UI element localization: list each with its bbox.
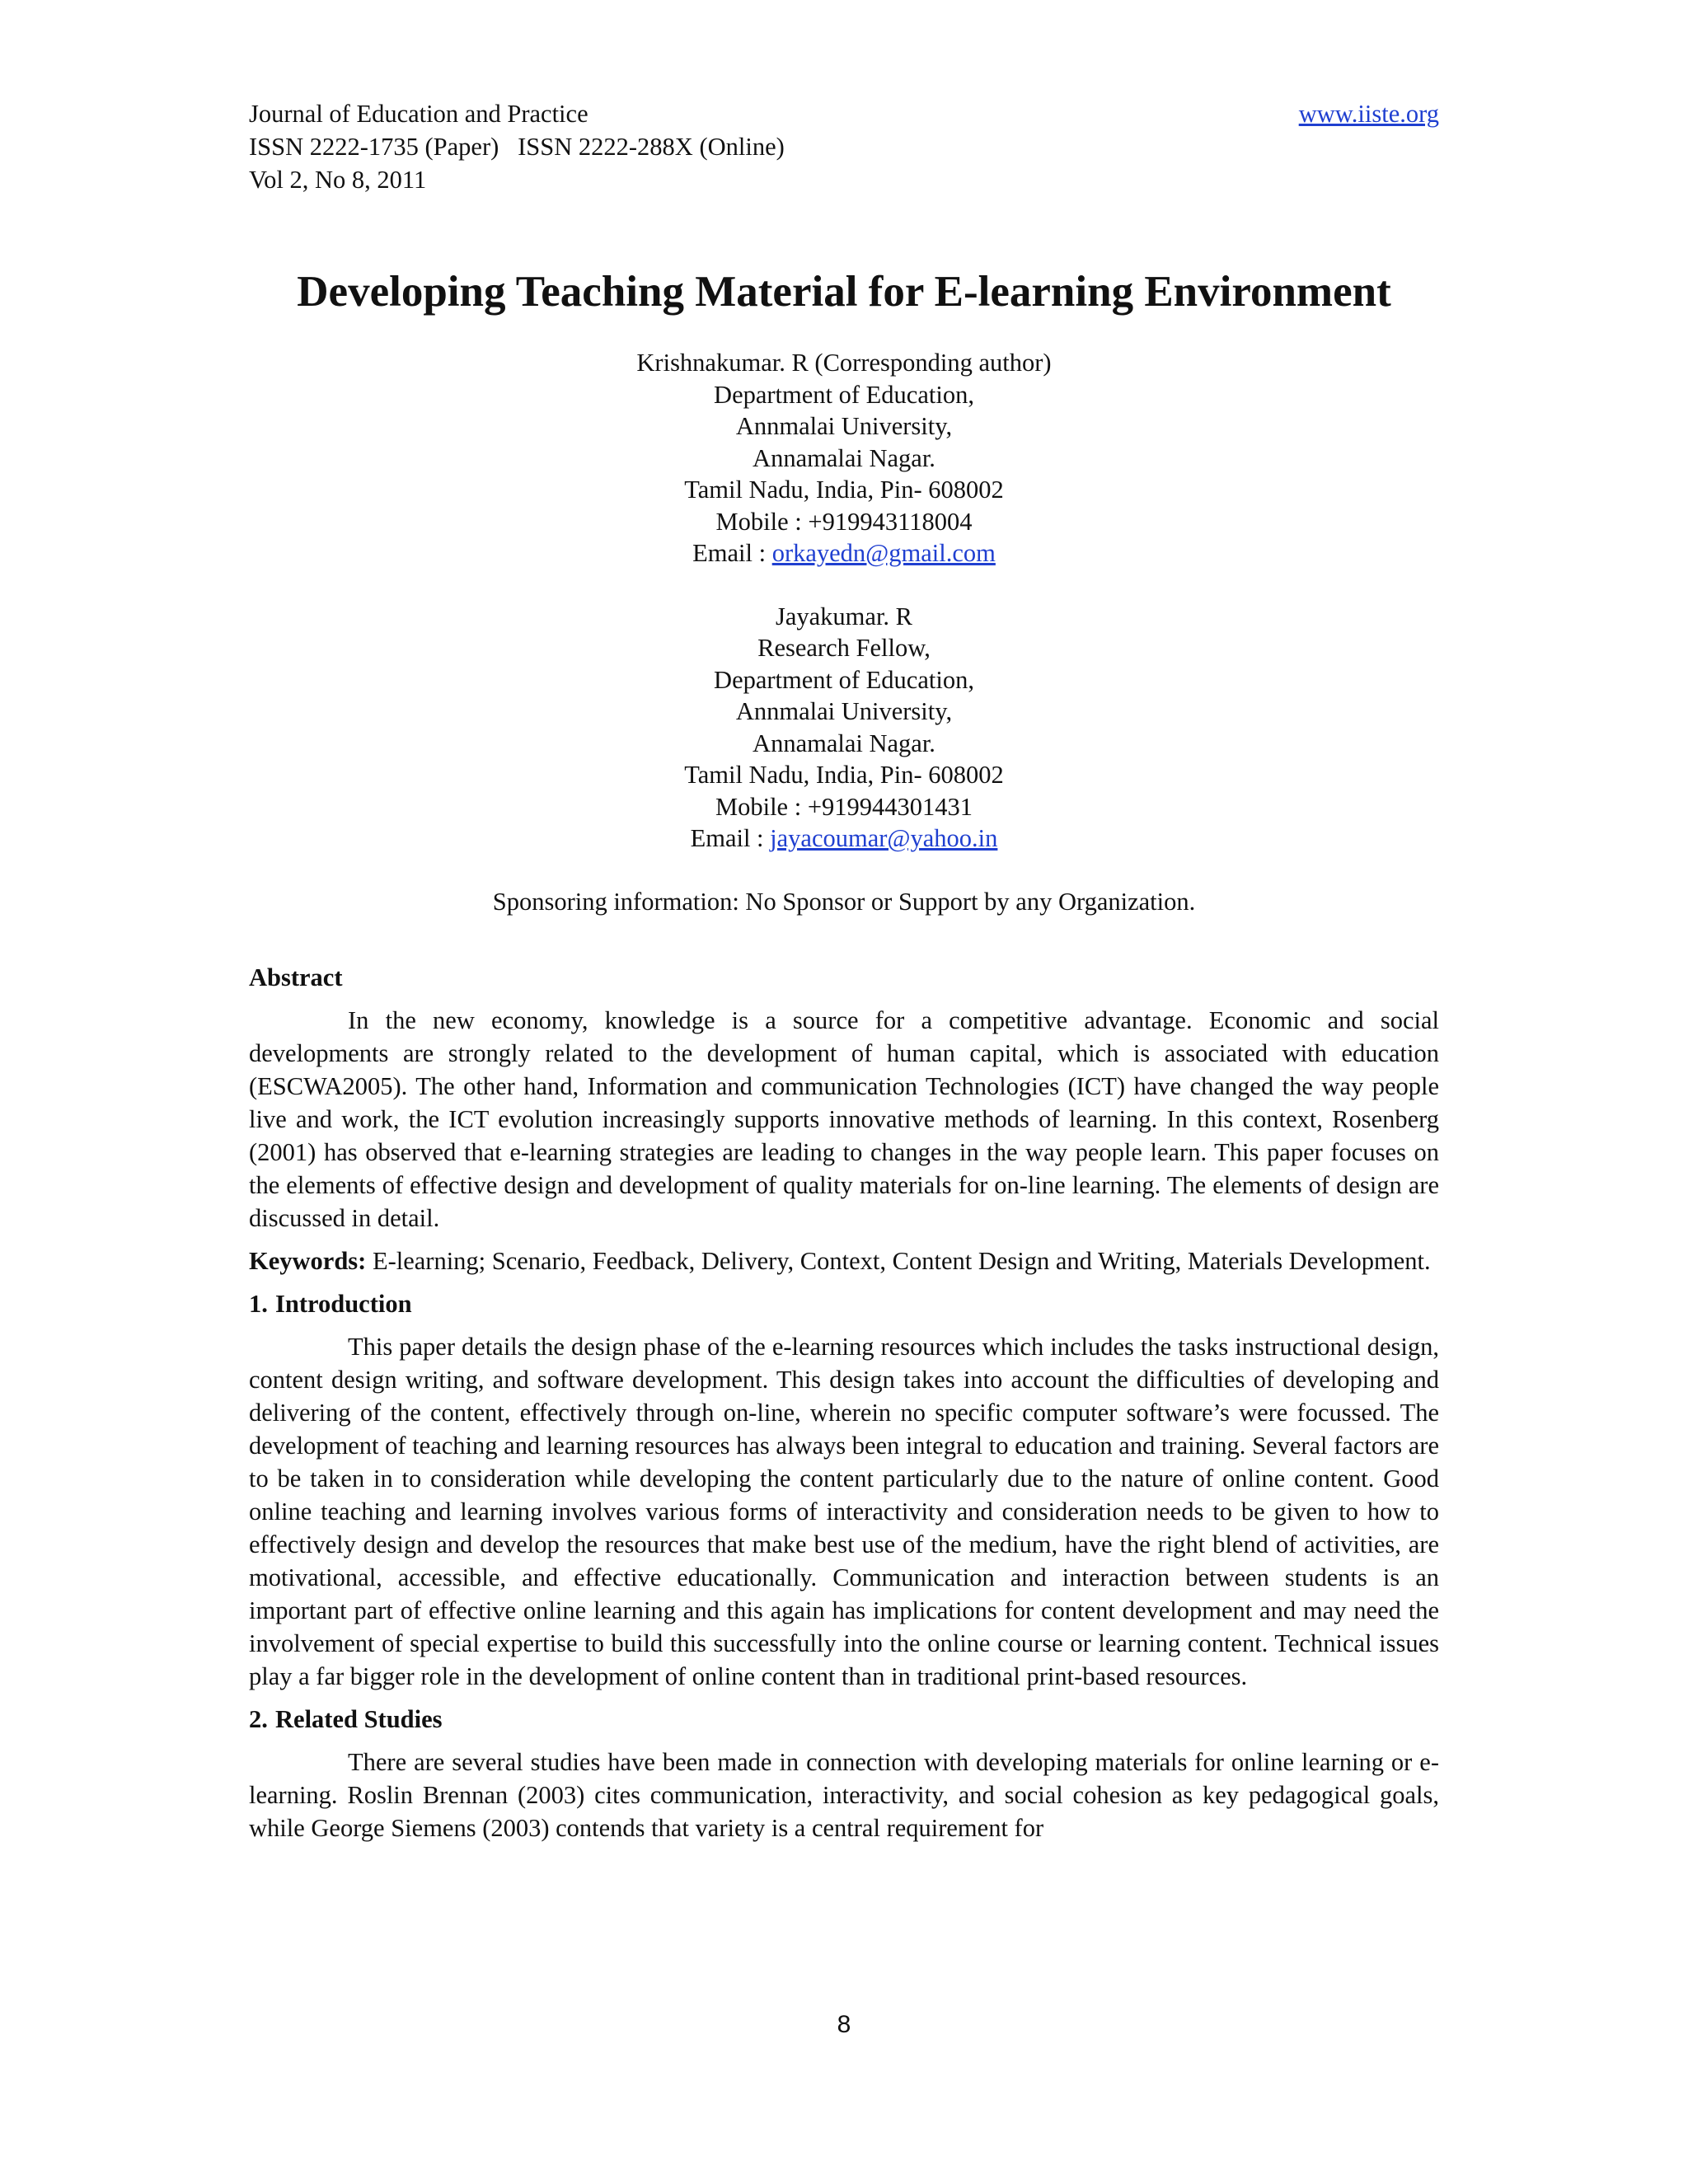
author2-department: Department of Education,: [714, 665, 974, 694]
author1-university: Annmalai University,: [735, 412, 953, 440]
author2-role: Research Fellow,: [757, 634, 931, 662]
section-number: 2.: [249, 1705, 268, 1733]
sponsor-info: Sponsoring information: No Sponsor or Support by any Organization.: [492, 887, 1196, 916]
keywords-text: E-learning; Scenario, Feedback, Delivery, Context, Content Design and Writing, Materials Development.: [366, 1247, 1431, 1275]
abstract-heading: Abstract: [249, 963, 343, 991]
paper-title: Developing Teaching Material for E-learning Environment: [297, 268, 1391, 316]
author2-email-line: [249, 822, 1439, 854]
author2-town: Annamalai Nagar.: [753, 729, 935, 757]
section-number: 1.: [249, 1290, 268, 1318]
author1-name: Krishnakumar. R (Corresponding author): [636, 349, 1052, 377]
introduction-text: This paper details the design phase of the e-learning resources which includes the tasks instructional design, content design writing, and software development. This design takes into account the difficulties of developing and delivering of the content, effectively through on-line, wherein no specific computer software’s were focussed. The development of teaching and learning resources has always been integral to education and training. Several factors are to be taken in to consideration while developing the content particularly due to the nature of online content. Good online teaching and learning involves various forms of interactivity and consideration needs to be given to how to effectively design and develop the resources that make best use of the medium, have the right blend of activities, are motivational, accessible, and effective educationally. Communication and interaction between students is an important part of effective online learning and this again has implications for content development and may need the involvement of special expertise to build this successfully into the online course or learning content. Technical issues play a far bigger role in the development of online content than in traditional print-based resources.: [249, 1333, 1439, 1690]
author1-email-link[interactable]: orkayedn@gmail.com: [771, 539, 996, 567]
section-heading-related-studies: [249, 1703, 1439, 1736]
section-title: Introduction: [275, 1290, 412, 1318]
author1-mobile: Mobile : +919943118004: [715, 507, 973, 536]
journal-header: [249, 97, 1439, 196]
journal-name: Journal of Education and Practice: [249, 100, 588, 128]
keywords-paragraph: [249, 1244, 1439, 1277]
related-studies-text: There are several studies have been made in connection with developing materials for online learning or e-learning. Roslin Brennan (2003) cites communication, interactivity, and social cohesion as key pedagogical goals, while George Siemens (2003) contends that variety is a central requirement for: [249, 1748, 1439, 1842]
author2-mobile: Mobile : +919944301431: [715, 792, 973, 821]
author2-name: Jayakumar. R: [775, 602, 913, 630]
author1-email-label: Email :: [692, 539, 772, 567]
author1-location: Tamil Nadu, India, Pin- 608002: [684, 476, 1004, 504]
author2-email-link[interactable]: jayacoumar@yahoo.in: [770, 824, 998, 852]
author2-university: Annmalai University,: [735, 697, 953, 725]
section-heading-introduction: [249, 1287, 1439, 1320]
journal-website-link[interactable]: www.iiste.org: [1298, 100, 1439, 128]
author-block-1: [249, 346, 1439, 569]
page-number: 8: [837, 2011, 851, 2038]
author-block-2: [249, 600, 1439, 854]
author-affiliations: [249, 346, 1439, 918]
section-title: Related Studies: [275, 1705, 443, 1733]
author2-email-label: Email :: [690, 824, 771, 852]
author1-email-line: [249, 537, 1439, 569]
paper-body: [249, 961, 1439, 1844]
author2-location: Tamil Nadu, India, Pin- 608002: [684, 761, 1004, 789]
issn-line: ISSN 2222-1735 (Paper) ISSN 2222-288X (Online): [249, 133, 785, 161]
keywords-label: Keywords:: [249, 1247, 367, 1275]
author1-town: Annamalai Nagar.: [753, 443, 935, 472]
volume-line: Vol 2, No 8, 2011: [249, 166, 427, 194]
abstract-text: In the new economy, knowledge is a source for a competitive advantage. Economic and social developments are strongly related to the development of human capital, which is associated with education (ESCWA2005). The other hand, Information and communication Technologies (ICT) have changed the way people live and work, the ICT evolution increasingly supports innovative methods of learning. In this context, Rosenberg (2001) has observed that e-learning strategies are leading to changes in the way people learn. This paper focuses on the elements of effective design and development of quality materials for on-line learning. The elements of design are discussed in detail.: [249, 1006, 1439, 1232]
author1-department: Department of Education,: [714, 380, 974, 409]
